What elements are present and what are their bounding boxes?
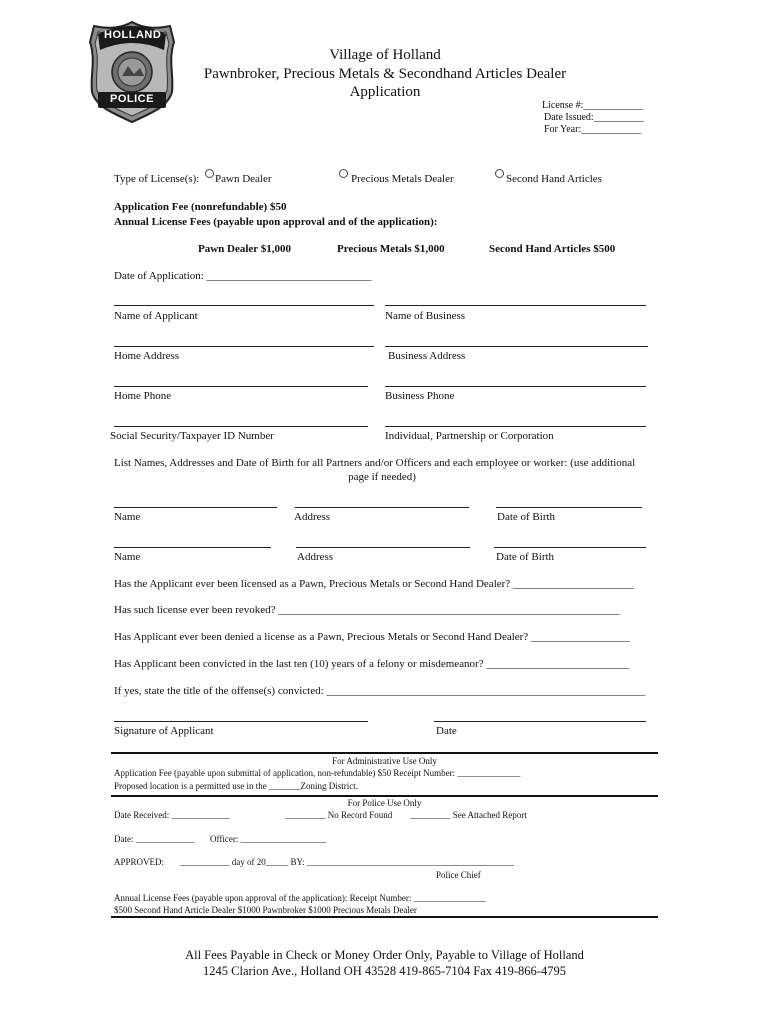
annual-fees-text: Annual License Fees (payable upon approval and of the application): bbox=[114, 216, 438, 228]
name-of-business-line[interactable] bbox=[385, 305, 646, 306]
footer-payment-note: All Fees Payable in Check or Money Order Only, Payable to Village of Holland bbox=[185, 948, 584, 962]
signature-date-label: Date bbox=[436, 725, 457, 737]
partner-1-dob-label: Date of Birth bbox=[497, 511, 556, 523]
precious-metals-radio[interactable] bbox=[339, 169, 348, 178]
partner-1-dob-line[interactable] bbox=[496, 507, 642, 508]
convicted-question[interactable]: Has Applicant been convicted in the last ten (10) years of a felony or misdemeanor? __________________________ bbox=[114, 658, 630, 670]
license-type-label: Type of License(s): bbox=[114, 173, 200, 185]
business-phone-line[interactable] bbox=[385, 386, 646, 387]
police-date-field[interactable]: Date: _____________ bbox=[114, 834, 195, 844]
partner-2-dob-label: Date of Birth bbox=[496, 551, 555, 563]
partners-instructions: List Names, Addresses and Date of Birth for all Partners and/or Officers and each employee or worker: (use additional bbox=[114, 457, 636, 469]
police-section-divider bbox=[111, 795, 658, 797]
partner-1-address-line[interactable] bbox=[295, 507, 469, 508]
badge-bottom-text: POLICE bbox=[110, 93, 154, 105]
admin-section-title: For Administrative Use Only bbox=[332, 756, 437, 766]
ssn-label: Social Security/Taxpayer ID Number bbox=[110, 430, 274, 442]
partner-1-address-label: Address bbox=[294, 511, 331, 523]
police-no-record-field[interactable]: _________ No Record Found bbox=[285, 810, 393, 820]
name-of-applicant-label: Name of Applicant bbox=[114, 310, 198, 322]
date-of-application-field[interactable]: Date of Application: ______________________________ bbox=[114, 270, 372, 282]
pawn-dealer-radio[interactable] bbox=[205, 169, 214, 178]
badge-top-text: HOLLAND bbox=[104, 29, 162, 41]
admin-section-divider bbox=[111, 752, 658, 754]
partner-2-name-line[interactable] bbox=[114, 547, 271, 548]
ssn-line[interactable] bbox=[114, 426, 368, 427]
police-approval-day-field[interactable]: ___________ day of 20_____ BY: ______________________________________________ bbox=[180, 857, 514, 867]
signature-date-line[interactable] bbox=[434, 721, 646, 722]
entity-type-label: Individual, Partnership or Corporation bbox=[385, 430, 554, 442]
pawn-dealer-option-label: Pawn Dealer bbox=[215, 173, 272, 185]
secondhand-fee-text: Second Hand Articles $500 bbox=[489, 243, 616, 255]
header-title-dealer: Pawnbroker, Precious Metals & Secondhand Articles Dealer bbox=[203, 66, 567, 82]
business-phone-label: Business Phone bbox=[385, 390, 455, 402]
pawn-fee-text: Pawn Dealer $1,000 bbox=[198, 243, 291, 255]
partner-1-name-label: Name bbox=[114, 511, 141, 523]
admin-zoning-line[interactable]: Proposed location is a permitted use in the _______Zoning District. bbox=[114, 781, 358, 791]
police-section-bottom-rule bbox=[111, 916, 658, 918]
partner-1-name-line[interactable] bbox=[114, 507, 277, 508]
partner-2-dob-line[interactable] bbox=[494, 547, 646, 548]
name-of-business-label: Name of Business bbox=[385, 310, 466, 322]
partners-instructions-cont: page if needed) bbox=[348, 471, 416, 483]
police-badge-logo bbox=[88, 20, 176, 124]
signature-line[interactable] bbox=[114, 721, 368, 722]
home-phone-line[interactable] bbox=[114, 386, 368, 387]
partner-2-name-label: Name bbox=[114, 551, 141, 563]
police-chief-label: Police Chief bbox=[436, 870, 481, 880]
home-address-line[interactable] bbox=[114, 346, 374, 347]
license-number-field[interactable]: License #:____________ bbox=[542, 100, 644, 111]
second-hand-option-label: Second Hand Articles bbox=[506, 173, 602, 185]
partner-2-address-line[interactable] bbox=[296, 547, 470, 548]
precious-fee-text: Precious Metals $1,000 bbox=[337, 243, 445, 255]
for-year-field[interactable]: For Year:____________ bbox=[544, 124, 642, 135]
home-phone-label: Home Phone bbox=[114, 390, 172, 402]
signature-label: Signature of Applicant bbox=[114, 725, 214, 737]
application-fee-text: Application Fee (nonrefundable) $50 bbox=[114, 201, 287, 213]
business-address-label: Business Address bbox=[388, 350, 466, 362]
police-officer-field[interactable]: Officer: ___________________ bbox=[210, 834, 327, 844]
footer-contact-info: 1245 Clarion Ave., Holland OH 43528 419-865-7104 Fax 419-866-4795 bbox=[203, 964, 566, 978]
precious-metals-option-label: Precious Metals Dealer bbox=[351, 173, 454, 185]
header-title-application: Application bbox=[349, 84, 421, 100]
business-address-line[interactable] bbox=[385, 346, 648, 347]
partner-2-address-label: Address bbox=[297, 551, 334, 563]
police-date-received-field[interactable]: Date Received: _____________ bbox=[114, 810, 230, 820]
admin-application-fee-line[interactable]: Application Fee (payable upon submittal of application, non-refundable) $50 Receipt Number: ______________ bbox=[114, 768, 521, 778]
police-annual-fees-line[interactable]: Annual License Fees (payable upon approval of the application): Receipt Number: ________________ bbox=[114, 893, 486, 903]
date-issued-field[interactable]: Date Issued:__________ bbox=[544, 112, 644, 123]
police-approved-label: APPROVED: bbox=[114, 857, 165, 867]
police-see-report-field[interactable]: _________ See Attached Report bbox=[410, 810, 527, 820]
second-hand-radio[interactable] bbox=[495, 169, 504, 178]
home-address-label: Home Address bbox=[114, 350, 180, 362]
name-of-applicant-line[interactable] bbox=[114, 305, 374, 306]
license-denied-question[interactable]: Has Applicant ever been denied a license as a Pawn, Precious Metals or Second Hand Dealer? __________________ bbox=[114, 631, 630, 643]
license-revoked-question[interactable]: Has such license ever been revoked? ______________________________________________________________ bbox=[114, 604, 620, 616]
previously-licensed-question[interactable]: Has the Applicant ever been licensed as a Pawn, Precious Metals or Second Hand Dealer? ______________________ bbox=[114, 578, 634, 590]
police-section-title: For Police Use Only bbox=[347, 798, 422, 808]
offense-title-question[interactable]: If yes, state the title of the offense(s) convicted: __________________________________________________________ bbox=[114, 685, 646, 697]
header-title-village: Village of Holland bbox=[329, 47, 441, 63]
police-fee-list: $500 Second Hand Article Dealer $1000 Pawnbroker $1000 Precious Metals Dealer bbox=[114, 905, 417, 915]
entity-type-line[interactable] bbox=[385, 426, 646, 427]
